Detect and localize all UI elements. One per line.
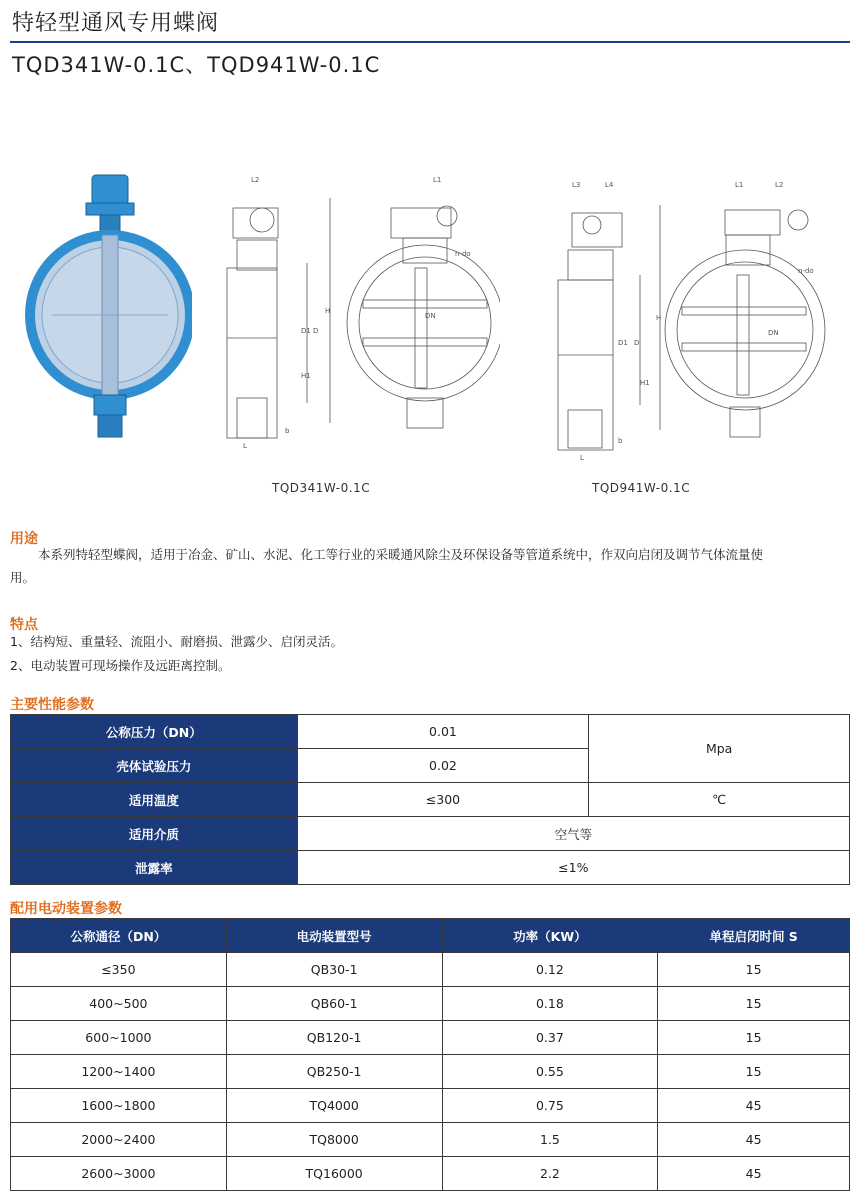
drive-heading: 配用电动装置参数 — [10, 901, 122, 917]
perf-label: 壳体试验压力 — [11, 749, 298, 783]
dim-label-dn: DN — [425, 312, 436, 320]
dim-label-d: D — [634, 339, 640, 347]
table-cell: 0.55 — [442, 1055, 658, 1089]
dim-label-h1: H1 — [640, 379, 650, 387]
column-header: 单程启闭时间 S — [658, 919, 850, 953]
dim-label-l: L — [243, 442, 247, 450]
perf-heading: 主要性能参数 — [10, 697, 94, 713]
table-row — [11, 817, 850, 851]
perf-label: 公称压力（DN） — [11, 715, 298, 749]
table-cell: 2.2 — [442, 1157, 658, 1191]
table-cell: 1200~1400 — [11, 1055, 227, 1089]
table-row — [11, 1021, 850, 1055]
page-subtitle: TQD341W-0.1C、TQD941W-0.1C — [12, 53, 381, 77]
table-row — [11, 987, 850, 1021]
table-cell: QB60-1 — [226, 987, 442, 1021]
table-cell: TQ8000 — [226, 1123, 442, 1157]
table-cell: QB120-1 — [226, 1021, 442, 1055]
dim-label-b: b — [618, 437, 623, 445]
perf-unit-temp: ℃ — [589, 783, 850, 817]
figure-caption-right: TQD941W-0.1C — [592, 481, 691, 495]
table-cell: 15 — [658, 987, 850, 1021]
table-cell: 15 — [658, 1055, 850, 1089]
table-cell: TQ4000 — [226, 1089, 442, 1123]
table-row — [11, 1157, 850, 1191]
table-row — [11, 715, 850, 749]
dim-label-d1: D1 — [301, 327, 311, 335]
table-cell: 45 — [658, 1123, 850, 1157]
perf-value: 0.02 — [297, 749, 589, 783]
dim-label-h1: H1 — [301, 372, 311, 380]
usage-text: 本系列特轻型蝶阀，适用于冶金、矿山、水泥、化工等行业的采暖通风除尘及环保设备等管道系统中，作双向启闭及调节气体流量使 — [38, 547, 764, 562]
table-cell: 1.5 — [442, 1123, 658, 1157]
table-row — [11, 1055, 850, 1089]
perf-value: ≤300 — [297, 783, 589, 817]
dim-label-n-do: n-do — [455, 250, 471, 258]
table-cell: 0.18 — [442, 987, 658, 1021]
table-cell: 15 — [658, 1021, 850, 1055]
dim-label-h: H — [325, 307, 331, 315]
perf-label: 适用温度 — [11, 783, 298, 817]
table-cell: 0.37 — [442, 1021, 658, 1055]
dim-label-dn: DN — [768, 329, 779, 337]
perf-value: 0.01 — [297, 715, 589, 749]
table-cell: 0.12 — [442, 953, 658, 987]
table-cell: 2000~2400 — [11, 1123, 227, 1157]
column-header: 电动装置型号 — [226, 919, 442, 953]
table-row — [11, 851, 850, 885]
table-cell: TQ16000 — [226, 1157, 442, 1191]
table-cell: 400~500 — [11, 987, 227, 1021]
table-cell: 45 — [658, 1157, 850, 1191]
page-title: 特轻型通风专用蝶阀 — [12, 11, 220, 36]
column-header: 功率（KW） — [442, 919, 658, 953]
feature-item-1: 1、结构短、重量轻、流阻小、耐磨损、泄露少、启闭灵活。 — [10, 634, 343, 649]
table-cell: QB30-1 — [226, 953, 442, 987]
table-cell: 2600~3000 — [11, 1157, 227, 1191]
table-row — [11, 953, 850, 987]
drive-table — [10, 918, 850, 1191]
figure-caption-left: TQD341W-0.1C — [272, 481, 371, 495]
table-row — [11, 1123, 850, 1157]
dim-label-l1: L1 — [735, 181, 744, 189]
table-cell: 15 — [658, 953, 850, 987]
perf-value: ≤1% — [297, 851, 849, 885]
column-header: 公称通径（DN） — [11, 919, 227, 953]
perf-value: 空气等 — [297, 817, 849, 851]
table-row — [11, 1089, 850, 1123]
dim-label-b: b — [285, 427, 290, 435]
dim-label-l2: L2 — [775, 181, 784, 189]
table-header-row — [11, 919, 850, 953]
table-cell: 45 — [658, 1089, 850, 1123]
table-cell: ≤350 — [11, 953, 227, 987]
table-cell: QB250-1 — [226, 1055, 442, 1089]
features-heading: 特点 — [10, 617, 38, 633]
table-cell: 1600~1800 — [11, 1089, 227, 1123]
dim-label-n-do: n-do — [798, 267, 814, 275]
dim-label-l2: L2 — [251, 176, 260, 184]
usage-heading: 用途 — [10, 531, 38, 547]
dim-label-d1: D1 — [618, 339, 628, 347]
table-row — [11, 783, 850, 817]
drawing-tqd341w — [215, 168, 500, 458]
dim-label-l4: L4 — [605, 181, 614, 189]
dim-label-d: D — [313, 327, 319, 335]
perf-label: 适用介质 — [11, 817, 298, 851]
dim-label-h: H — [656, 314, 662, 322]
table-cell: 0.75 — [442, 1089, 658, 1123]
drawing-tqd941w — [530, 175, 850, 465]
usage-text-cont: 用。 — [10, 570, 36, 585]
title-divider — [10, 41, 850, 43]
valve-photo — [22, 170, 192, 442]
perf-unit-pressure: Mpa — [589, 715, 850, 783]
dim-label-l: L — [580, 454, 584, 462]
feature-item-2: 2、电动装置可现场操作及远距离控制。 — [10, 658, 231, 673]
perf-label: 泄露率 — [11, 851, 298, 885]
dim-label-l1: L1 — [433, 176, 442, 184]
perf-table — [10, 714, 850, 885]
dim-label-l3: L3 — [572, 181, 581, 189]
table-cell: 600~1000 — [11, 1021, 227, 1055]
